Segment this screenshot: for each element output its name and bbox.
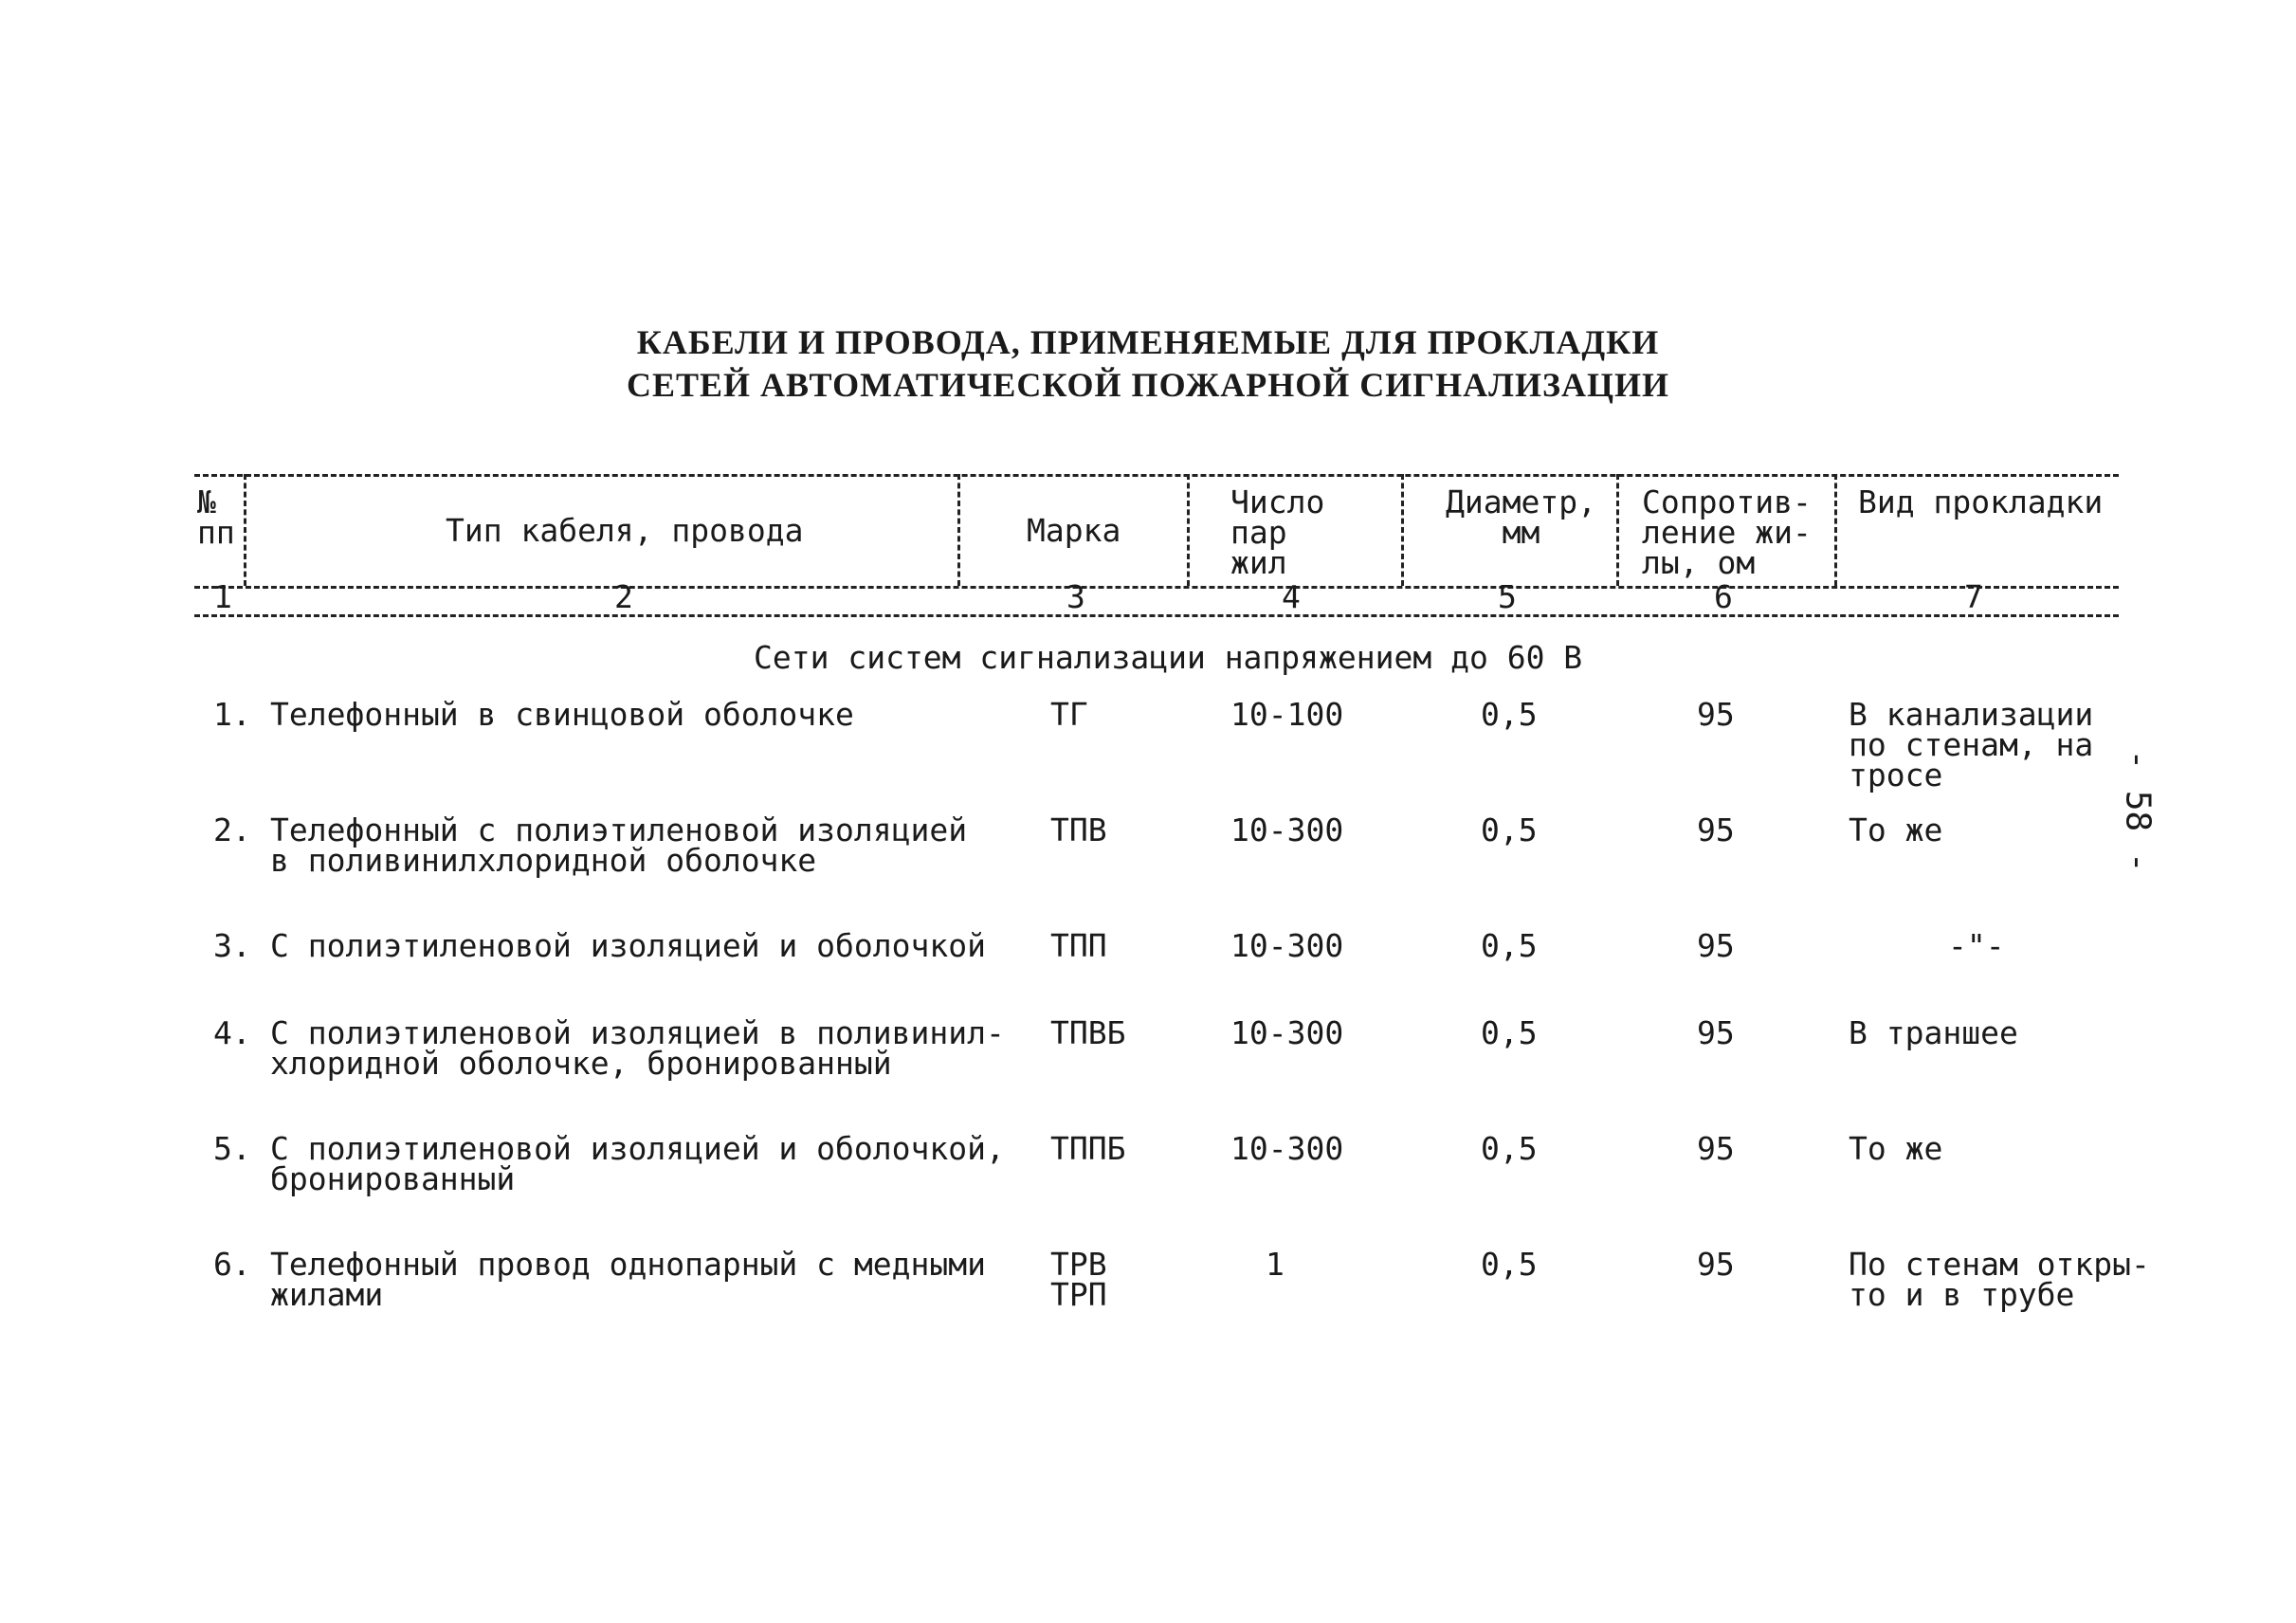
- header-col-mark: Марка: [1027, 512, 1121, 549]
- col-num-5: 5: [1498, 578, 1517, 615]
- row-number: 4.: [213, 1014, 251, 1051]
- row-number: 6.: [213, 1246, 251, 1283]
- row-diameter: 0,5: [1481, 812, 1538, 848]
- row-number: 5.: [213, 1130, 251, 1167]
- header-col-laying: Вид прокладки: [1858, 483, 2104, 520]
- row-resistance: 95: [1697, 1014, 1735, 1051]
- row-mark: ТПВБ: [1050, 1014, 1126, 1051]
- row-resistance: 95: [1697, 1246, 1735, 1283]
- row-laying: То же: [1849, 1130, 1943, 1167]
- table-title-line2: СЕТЕЙ АВТОМАТИЧЕСКОЙ ПОЖАРНОЙ СИГНАЛИЗАЦИИ: [626, 366, 1669, 404]
- header-col-number: № пп: [197, 483, 235, 551]
- header-bottom-rule: [194, 614, 2119, 617]
- row-pairs: 10-300: [1230, 812, 1344, 848]
- row-diameter: 0,5: [1481, 696, 1538, 733]
- page-number: - 58 -: [2118, 749, 2158, 873]
- header-sep-3: [1187, 474, 1190, 586]
- header-mid-rule: [194, 586, 2119, 589]
- col-num-4: 4: [1282, 578, 1301, 615]
- col-num-6: 6: [1714, 578, 1733, 615]
- header-col-type: Тип кабеля, провода: [446, 512, 804, 549]
- col-num-2: 2: [614, 578, 633, 615]
- row-diameter: 0,5: [1481, 1014, 1538, 1051]
- row-laying: В канализации по стенам, на тросе: [1849, 696, 2094, 793]
- header-sep-1: [244, 474, 246, 586]
- row-laying: В траншее: [1849, 1014, 2018, 1051]
- row-number: 1.: [213, 696, 251, 733]
- row-number: 2.: [213, 812, 251, 848]
- header-col-diameter: Диаметр, мм: [1446, 483, 1596, 551]
- row-cable-type: Телефонный провод однопарный с медными жилами: [270, 1246, 986, 1313]
- row-diameter: 0,5: [1481, 1130, 1538, 1167]
- header-sep-4: [1401, 474, 1404, 586]
- col-num-1: 1: [213, 578, 232, 615]
- row-mark: ТПВ: [1050, 812, 1107, 848]
- row-cable-type: С полиэтиленовой изоляцией и оболочкой, бронированный: [270, 1130, 1005, 1197]
- row-cable-type: Телефонный с полиэтиленовой изоляцией в поливинилхлоридной оболочке: [270, 812, 968, 879]
- row-diameter: 0,5: [1481, 927, 1538, 964]
- row-diameter: 0,5: [1481, 1246, 1538, 1283]
- section-heading: Сети систем сигнализации напряжением до 60 В: [754, 639, 1583, 676]
- row-mark: ТГ: [1050, 696, 1088, 733]
- row-cable-type: С полиэтиленовой изоляцией и оболочкой: [270, 927, 986, 964]
- row-pairs: 10-300: [1230, 1130, 1344, 1167]
- row-laying: По стенам откры- то и в трубе: [1849, 1246, 2150, 1313]
- table-title-line1: КАБЕЛИ И ПРОВОДА, ПРИМЕНЯЕМЫЕ ДЛЯ ПРОКЛАДКИ: [636, 323, 1660, 361]
- row-resistance: 95: [1697, 1130, 1735, 1167]
- row-mark: ТПП: [1050, 927, 1107, 964]
- header-sep-5: [1616, 474, 1619, 586]
- row-mark: ТППБ: [1050, 1130, 1126, 1167]
- row-mark: ТРВ ТРП: [1050, 1246, 1107, 1313]
- col-num-7: 7: [1964, 578, 1983, 615]
- row-pairs: 10-300: [1230, 927, 1344, 964]
- header-col-pairs: Число пар жил: [1230, 483, 1325, 581]
- row-pairs: 1: [1266, 1246, 1285, 1283]
- row-pairs: 10-300: [1230, 1014, 1344, 1051]
- col-num-3: 3: [1066, 578, 1085, 615]
- header-sep-2: [957, 474, 960, 586]
- row-laying: -"-: [1948, 927, 2005, 964]
- row-laying: То же: [1849, 812, 1943, 848]
- header-sep-6: [1834, 474, 1837, 586]
- row-number: 3.: [213, 927, 251, 964]
- row-resistance: 95: [1697, 812, 1735, 848]
- row-cable-type: Телефонный в свинцовой оболочке: [270, 696, 854, 733]
- header-col-resistance: Сопротив- ление жи- лы, ом: [1642, 483, 1812, 581]
- header-top-rule: [194, 474, 2119, 477]
- row-resistance: 95: [1697, 696, 1735, 733]
- row-cable-type: С полиэтиленовой изоляцией в поливинил- хлоридной оболочке, бронированный: [270, 1014, 1005, 1082]
- row-pairs: 10-100: [1230, 696, 1344, 733]
- row-resistance: 95: [1697, 927, 1735, 964]
